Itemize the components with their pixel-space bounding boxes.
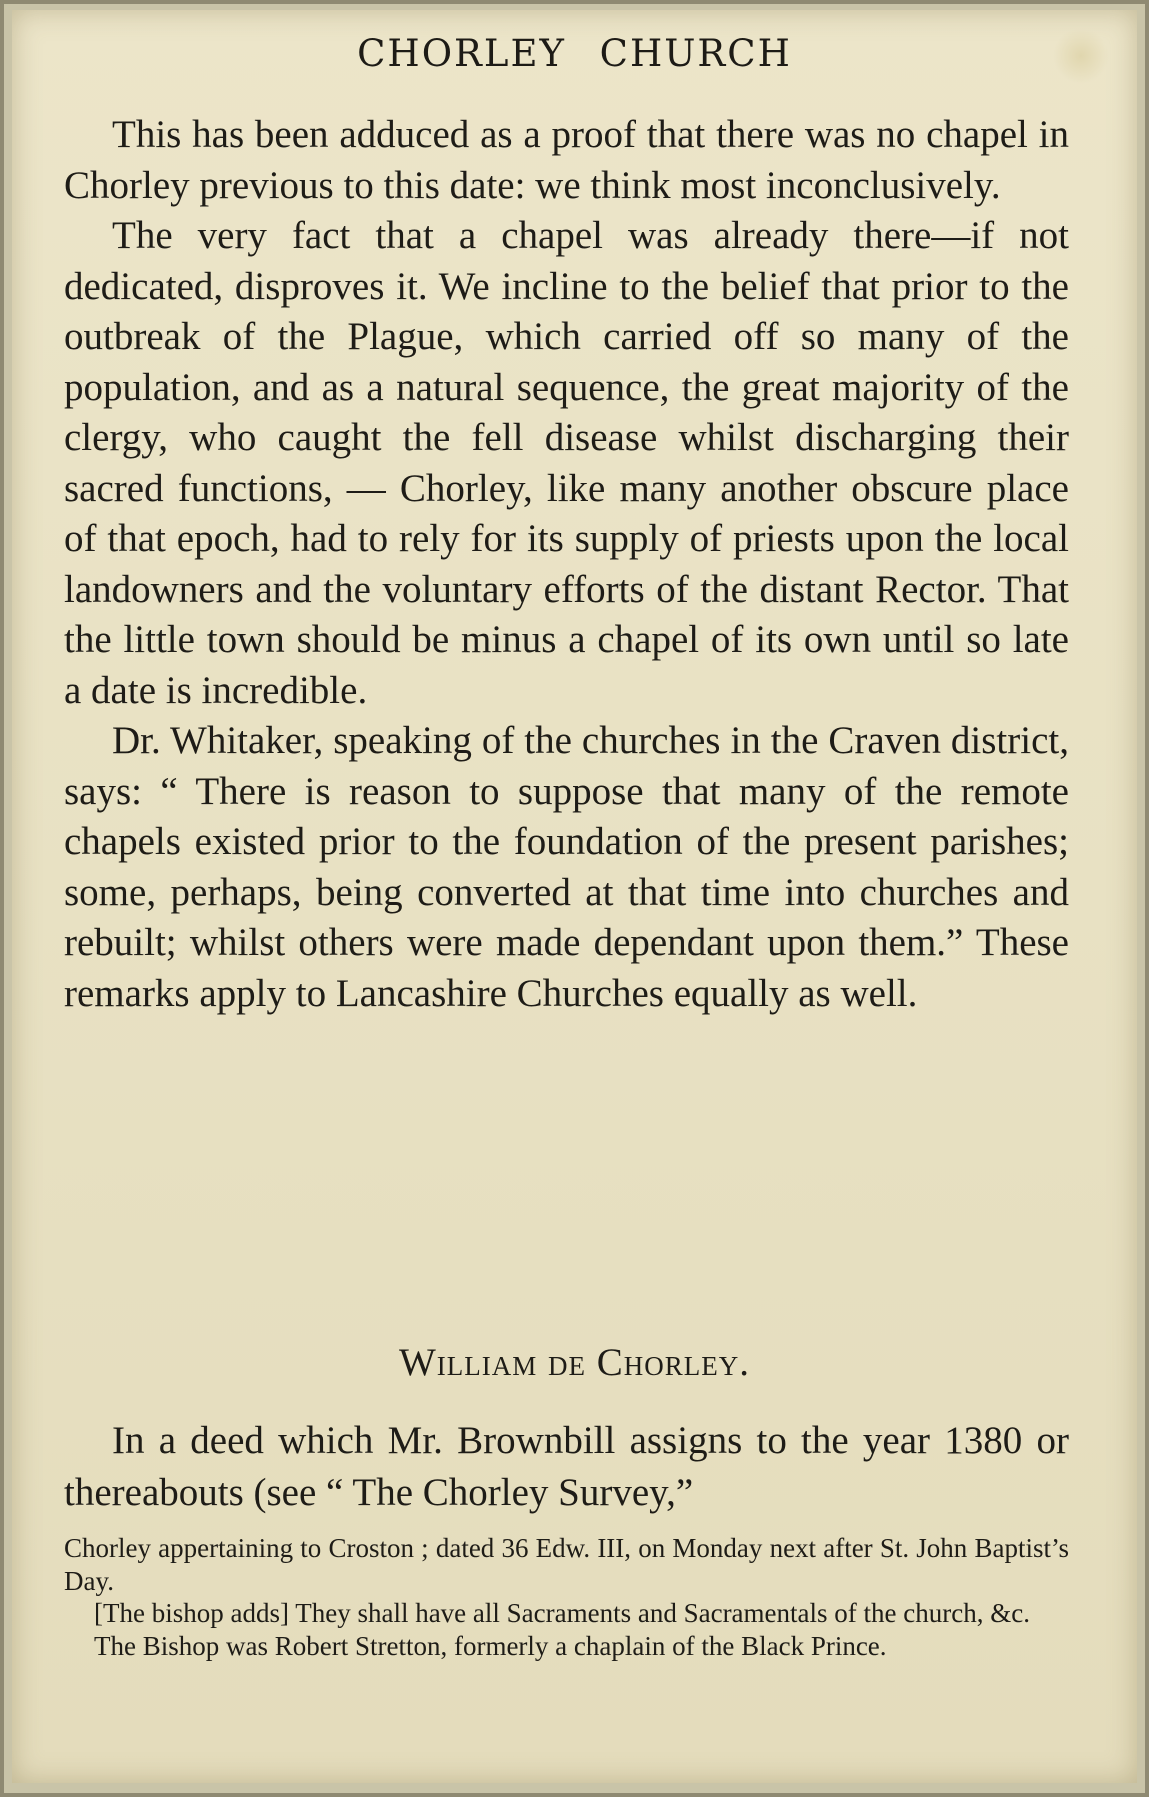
paragraph-plague: The very fact that a chapel was already there—if not dedicated, disproves it. We incline to the belief that prior to the outbreak of the Plague, which carried off so many of the population, and as a natural sequence, the great majority of the clergy, who caught the fell disease whilst discharging their sacred functions, — Chorley, like many another obscure place of that epoch, had to rely for its supply of priests upon the local landowners and the voluntary efforts of the distant Rector. That the little town should be minus a chapel of its own until so late a date is incredible. xyxy=(64,214,1069,712)
running-head: CHORLEY CHURCH xyxy=(357,32,792,75)
footnote-bishop-adds: [The bishop adds] They shall have all Sacraments and Sacramentals of the church, &c. xyxy=(94,1598,1030,1628)
paragraph-deed: In a deed which Mr. Brownbill assigns to the year 1380 or thereabouts (see “ The Chorley Survey,” xyxy=(64,1419,1069,1514)
paragraph-whitaker: Dr. Whitaker, speaking of the churches in the Craven district, says: “ There is reason to suppose that many of the remote chapels existed prior to the foundation of the present parishes; some, perhaps, being converted at that time into churches and rebuilt; whilst others were made dependant upon them.” These remarks apply to Lancashire Churches equally as well. xyxy=(64,719,1069,1015)
footnotes xyxy=(64,1532,1069,1662)
section-text xyxy=(64,1415,1069,1519)
footnote-stretton: The Bishop was Robert Stretton, formerly a chaplain of the Black Prince. xyxy=(94,1630,887,1661)
main-text xyxy=(64,110,1069,1019)
book-page xyxy=(12,10,1137,1783)
paragraph-proof: This has been adduced as a proof that there was no chapel in Chorley previous to this date: we think most inconclusively. xyxy=(64,113,1069,207)
section-heading: William de Chorley. xyxy=(398,1341,751,1384)
footnote-croston: Chorley appertaining to Croston ; dated 36 Edw. III, on Monday next after St. John Baptist’s Day. xyxy=(64,1533,1069,1596)
